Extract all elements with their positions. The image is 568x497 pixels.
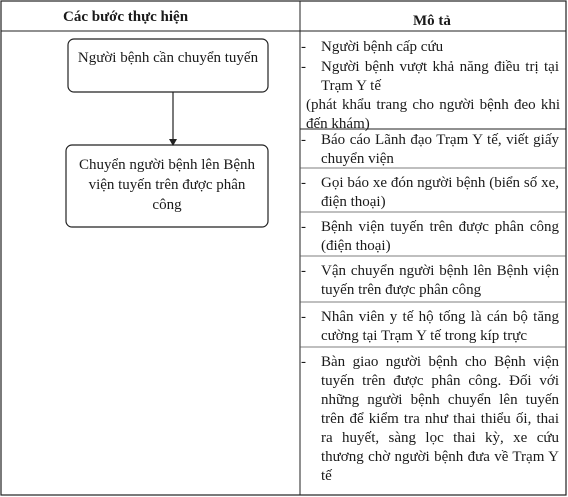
- row2-item-6: - Bàn giao người bệnh cho Bệnh viện tuyến trên được phân công. Đối với những người bệnh chuyển lên tuyến trên để kiểm tra như thai thiểu ối, thai ra huyết, sàng lọc thai kỳ, xe cứu thương chờ người bệnh đưa về Trạm Y tế: [301, 354, 559, 484]
- step-label-2: [66, 155, 268, 215]
- dash-marker: -: [301, 354, 306, 370]
- step-label-2-line-1: Chuyển người bệnh lên Bệnh: [78, 157, 256, 173]
- header-steps: Các bước thực hiện: [63, 9, 189, 25]
- row2-item-5: - Nhân viên y tế hộ tống là cán bộ tăng cường tại Trạm Y tế trong kíp trực: [301, 309, 559, 344]
- row2-item-4: - Vận chuyển người bệnh lên Bệnh viện tuyến trên được phân công: [301, 263, 559, 298]
- step-label-2-line-3: công: [152, 197, 182, 213]
- dash-marker: -: [301, 175, 306, 191]
- row1-note: (phát khẩu trang cho người bệnh đeo khi đến khám): [306, 97, 560, 132]
- header-description: Mô tả: [413, 13, 451, 29]
- dash-marker: -: [301, 39, 306, 55]
- row2-item-3: - Bệnh viện tuyến trên được phân công (điện thoại): [301, 219, 559, 254]
- row1-item-1: - Người bệnh cấp cứu: [301, 39, 444, 55]
- dash-marker: -: [301, 309, 306, 325]
- dash-marker: -: [301, 219, 306, 235]
- row2-item-2: - Gọi báo xe đón người bệnh (biển số xe, điện thoại): [301, 175, 559, 210]
- row2-item-1: - Báo cáo Lãnh đạo Trạm Y tế, viết giấy chuyển viện: [301, 132, 559, 167]
- dash-marker: -: [301, 132, 306, 148]
- row1-item-2: - Người bệnh vượt khả năng điều trị tại Trạm Y tế: [301, 59, 559, 94]
- dash-marker: -: [301, 59, 306, 75]
- step-label-2-line-2: viện tuyến trên được phân: [88, 177, 246, 193]
- step-label-1: Người bệnh cần chuyển tuyến: [77, 50, 259, 66]
- dash-marker: -: [301, 263, 306, 279]
